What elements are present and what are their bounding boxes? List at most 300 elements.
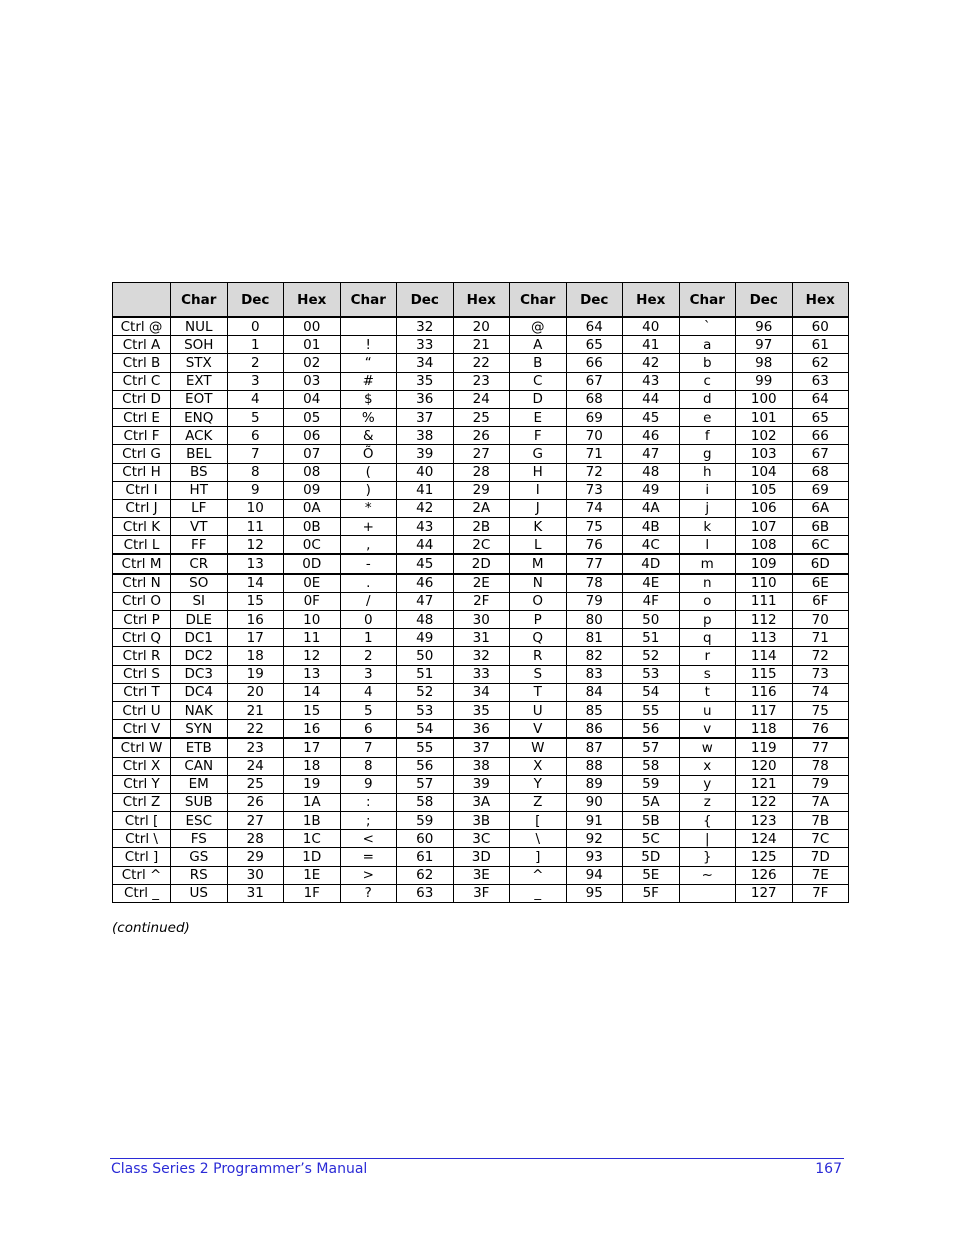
- table-cell: 3D: [453, 848, 510, 866]
- table-cell: 111: [736, 592, 793, 610]
- table-cell: 4D: [623, 554, 680, 573]
- table-cell: .: [340, 574, 397, 593]
- table-cell: 76: [566, 536, 623, 555]
- table-cell: 14: [284, 683, 341, 701]
- table-row: [113, 499, 849, 517]
- table-cell: E: [510, 408, 567, 426]
- column-header: Hex: [792, 283, 849, 318]
- table-cell: 7E: [792, 866, 849, 884]
- table-cell: 105: [736, 481, 793, 499]
- table-cell: 1F: [284, 884, 341, 902]
- table-cell: 1A: [284, 793, 341, 811]
- table-cell: 86: [566, 720, 623, 739]
- table-cell: 67: [792, 445, 849, 463]
- table-cell: SO: [171, 574, 228, 593]
- table-cell: g: [679, 445, 736, 463]
- table-cell: 35: [453, 701, 510, 719]
- table-cell: 10: [227, 499, 284, 517]
- table-cell: 1B: [284, 812, 341, 830]
- table-row: [113, 720, 849, 739]
- table-cell: k: [679, 518, 736, 536]
- table-cell: 26: [453, 427, 510, 445]
- table-cell: N: [510, 574, 567, 593]
- table-cell: 57: [397, 775, 454, 793]
- table-cell: 53: [397, 701, 454, 719]
- table-cell: o: [679, 592, 736, 610]
- table-cell: RS: [171, 866, 228, 884]
- table-cell: w: [679, 738, 736, 757]
- table-cell: 27: [453, 445, 510, 463]
- table-cell: s: [679, 665, 736, 683]
- table-cell: 5: [340, 701, 397, 719]
- table-cell: CAN: [171, 757, 228, 775]
- table-cell: Ctrl O: [113, 592, 171, 610]
- table-cell: 37: [453, 738, 510, 757]
- table-cell: Ctrl G: [113, 445, 171, 463]
- table-cell: S: [510, 665, 567, 683]
- table-cell: 68: [566, 390, 623, 408]
- table-cell: EXT: [171, 372, 228, 390]
- table-cell: 126: [736, 866, 793, 884]
- table-cell: 22: [453, 354, 510, 372]
- table-cell: 55: [623, 701, 680, 719]
- table-cell: 121: [736, 775, 793, 793]
- table-cell: GS: [171, 848, 228, 866]
- table-cell: 71: [566, 445, 623, 463]
- table-cell: 0D: [284, 554, 341, 573]
- table-cell: 48: [623, 463, 680, 481]
- table-cell: F: [510, 427, 567, 445]
- column-header: [113, 283, 171, 318]
- table-cell: 31: [453, 629, 510, 647]
- table-cell: P: [510, 611, 567, 629]
- table-cell: 63: [792, 372, 849, 390]
- table-cell: 3A: [453, 793, 510, 811]
- table-cell: Ctrl S: [113, 665, 171, 683]
- table-cell: 45: [397, 554, 454, 573]
- table-cell: Ctrl @: [113, 317, 171, 336]
- table-cell: SUB: [171, 793, 228, 811]
- table-cell: x: [679, 757, 736, 775]
- table-cell: @: [510, 317, 567, 336]
- table-row: [113, 336, 849, 354]
- table-cell: Ctrl D: [113, 390, 171, 408]
- table-cell: 33: [397, 336, 454, 354]
- table-cell: 61: [397, 848, 454, 866]
- table-cell: ,: [340, 536, 397, 555]
- table-cell: b: [679, 354, 736, 372]
- table-cell: 36: [453, 720, 510, 739]
- column-header: Dec: [566, 283, 623, 318]
- table-cell: 7: [227, 445, 284, 463]
- table-cell: 49: [623, 481, 680, 499]
- table-row: [113, 427, 849, 445]
- table-cell: 59: [623, 775, 680, 793]
- table-cell: 09: [284, 481, 341, 499]
- table-cell: 7B: [792, 812, 849, 830]
- table-cell: $: [340, 390, 397, 408]
- table-row: [113, 390, 849, 408]
- table-cell: LF: [171, 499, 228, 517]
- table-cell: 53: [623, 665, 680, 683]
- table-cell: 54: [623, 683, 680, 701]
- table-cell: f: [679, 427, 736, 445]
- table-cell: 77: [792, 738, 849, 757]
- table-cell: “: [340, 354, 397, 372]
- table-cell: 29: [227, 848, 284, 866]
- table-cell: 42: [623, 354, 680, 372]
- table-cell: DC3: [171, 665, 228, 683]
- table-cell: Ctrl P: [113, 611, 171, 629]
- table-cell: 5C: [623, 830, 680, 848]
- table-cell: 56: [397, 757, 454, 775]
- table-row: [113, 481, 849, 499]
- table-cell: 6E: [792, 574, 849, 593]
- table-cell: 55: [397, 738, 454, 757]
- table-cell: 46: [397, 574, 454, 593]
- table-cell: 4: [227, 390, 284, 408]
- table-cell: 61: [792, 336, 849, 354]
- table-cell: U: [510, 701, 567, 719]
- table-cell: 67: [566, 372, 623, 390]
- table-cell: 32: [453, 647, 510, 665]
- table-cell: %: [340, 408, 397, 426]
- table-row: [113, 354, 849, 372]
- table-cell: 6B: [792, 518, 849, 536]
- table-cell: 24: [227, 757, 284, 775]
- table-cell: W: [510, 738, 567, 757]
- table-cell: 81: [566, 629, 623, 647]
- table-cell: 65: [792, 408, 849, 426]
- table-cell: Ctrl E: [113, 408, 171, 426]
- table-cell: 56: [623, 720, 680, 739]
- table-cell: EOT: [171, 390, 228, 408]
- table-cell: 79: [792, 775, 849, 793]
- column-header: Dec: [397, 283, 454, 318]
- table-cell: 6: [340, 720, 397, 739]
- table-cell: 15: [284, 701, 341, 719]
- table-cell: 47: [623, 445, 680, 463]
- table-cell: h: [679, 463, 736, 481]
- table-cell: Ctrl Q: [113, 629, 171, 647]
- table-row: [113, 775, 849, 793]
- table-cell: DLE: [171, 611, 228, 629]
- table-cell: i: [679, 481, 736, 499]
- table-cell: 4C: [623, 536, 680, 555]
- table-cell: 38: [397, 427, 454, 445]
- table-cell: 109: [736, 554, 793, 573]
- table-cell: 2E: [453, 574, 510, 593]
- table-cell: 21: [227, 701, 284, 719]
- table-cell: 73: [792, 665, 849, 683]
- table-cell: 43: [623, 372, 680, 390]
- table-cell: C: [510, 372, 567, 390]
- table-cell: 34: [397, 354, 454, 372]
- column-header: Hex: [623, 283, 680, 318]
- table-cell: -: [340, 554, 397, 573]
- table-cell: NUL: [171, 317, 228, 336]
- table-cell: NAK: [171, 701, 228, 719]
- table-row: [113, 665, 849, 683]
- table-row: [113, 647, 849, 665]
- table-cell: 7: [340, 738, 397, 757]
- table-cell: _: [510, 884, 567, 902]
- table-cell: 63: [397, 884, 454, 902]
- table-cell: 52: [623, 647, 680, 665]
- table-cell: Ctrl U: [113, 701, 171, 719]
- table-cell: ENQ: [171, 408, 228, 426]
- table-cell: j: [679, 499, 736, 517]
- table-cell: !: [340, 336, 397, 354]
- table-cell: [340, 317, 397, 336]
- table-cell: 25: [453, 408, 510, 426]
- column-header: Char: [340, 283, 397, 318]
- column-header: Char: [171, 283, 228, 318]
- column-header: Dec: [736, 283, 793, 318]
- table-cell: 72: [566, 463, 623, 481]
- table-cell: 9: [227, 481, 284, 499]
- table-cell: V: [510, 720, 567, 739]
- table-cell: 2B: [453, 518, 510, 536]
- table-cell: 23: [453, 372, 510, 390]
- table-cell: 30: [453, 611, 510, 629]
- table-cell: 3C: [453, 830, 510, 848]
- table-cell: ]: [510, 848, 567, 866]
- table-cell: ETB: [171, 738, 228, 757]
- table-cell: 57: [623, 738, 680, 757]
- table-cell: 49: [397, 629, 454, 647]
- table-cell: Ctrl L: [113, 536, 171, 555]
- table-row: [113, 629, 849, 647]
- table-cell: 4E: [623, 574, 680, 593]
- table-cell: 19: [284, 775, 341, 793]
- table-cell: e: [679, 408, 736, 426]
- table-cell: 58: [397, 793, 454, 811]
- table-cell: 02: [284, 354, 341, 372]
- table-cell: CR: [171, 554, 228, 573]
- table-cell: 3F: [453, 884, 510, 902]
- table-cell: 70: [792, 611, 849, 629]
- table-cell: 54: [397, 720, 454, 739]
- table-cell: 7D: [792, 848, 849, 866]
- table-cell: 64: [792, 390, 849, 408]
- table-cell: STX: [171, 354, 228, 372]
- table-cell: DC2: [171, 647, 228, 665]
- table-cell: 104: [736, 463, 793, 481]
- footer-manual-title: Class Series 2 Programmer’s Manual: [111, 1161, 368, 1177]
- table-cell: y: [679, 775, 736, 793]
- table-row: [113, 518, 849, 536]
- table-cell: VT: [171, 518, 228, 536]
- table-cell: 39: [453, 775, 510, 793]
- table-cell: 50: [397, 647, 454, 665]
- table-cell: 6D: [792, 554, 849, 573]
- table-cell: 9: [340, 775, 397, 793]
- table-cell: 99: [736, 372, 793, 390]
- table-row: [113, 757, 849, 775]
- table-cell: 6: [227, 427, 284, 445]
- table-cell: 28: [227, 830, 284, 848]
- table-header-row: [113, 283, 849, 318]
- table-cell: Ctrl N: [113, 574, 171, 593]
- table-cell: 75: [792, 701, 849, 719]
- table-row: [113, 866, 849, 884]
- table-cell: 13: [227, 554, 284, 573]
- table-cell: 117: [736, 701, 793, 719]
- table-row: [113, 463, 849, 481]
- table-cell: 48: [397, 611, 454, 629]
- table-cell: 19: [227, 665, 284, 683]
- table-cell: SOH: [171, 336, 228, 354]
- table-cell: 82: [566, 647, 623, 665]
- table-row: [113, 536, 849, 555]
- table-cell: [: [510, 812, 567, 830]
- table-cell: [679, 884, 736, 902]
- table-cell: DC4: [171, 683, 228, 701]
- table-cell: 5D: [623, 848, 680, 866]
- table-cell: 33: [453, 665, 510, 683]
- table-cell: G: [510, 445, 567, 463]
- table-cell: 39: [397, 445, 454, 463]
- table-cell: R: [510, 647, 567, 665]
- table-cell: /: [340, 592, 397, 610]
- table-cell: 24: [453, 390, 510, 408]
- table-cell: 114: [736, 647, 793, 665]
- table-cell: t: [679, 683, 736, 701]
- table-cell: 17: [284, 738, 341, 757]
- table-cell: 5: [227, 408, 284, 426]
- column-header: Dec: [227, 283, 284, 318]
- table-row: [113, 793, 849, 811]
- table-cell: r: [679, 647, 736, 665]
- table-cell: 4: [340, 683, 397, 701]
- table-cell: 62: [792, 354, 849, 372]
- table-cell: ): [340, 481, 397, 499]
- table-cell: 103: [736, 445, 793, 463]
- table-cell: 116: [736, 683, 793, 701]
- table-cell: X: [510, 757, 567, 775]
- table-cell: FF: [171, 536, 228, 555]
- table-cell: 0B: [284, 518, 341, 536]
- table-cell: 110: [736, 574, 793, 593]
- table-cell: ;: [340, 812, 397, 830]
- table-cell: 7F: [792, 884, 849, 902]
- table-cell: 60: [397, 830, 454, 848]
- table-cell: 8: [227, 463, 284, 481]
- table-cell: 2C: [453, 536, 510, 555]
- table-cell: 83: [566, 665, 623, 683]
- column-header: Hex: [284, 283, 341, 318]
- table-cell: 5A: [623, 793, 680, 811]
- table-cell: 44: [397, 536, 454, 555]
- table-cell: 32: [397, 317, 454, 336]
- table-cell: 40: [397, 463, 454, 481]
- table-cell: Ctrl ]: [113, 848, 171, 866]
- table-cell: 0F: [284, 592, 341, 610]
- table-cell: 107: [736, 518, 793, 536]
- table-cell: I: [510, 481, 567, 499]
- table-cell: 94: [566, 866, 623, 884]
- table-row: [113, 683, 849, 701]
- table-cell: 62: [397, 866, 454, 884]
- table-cell: Ctrl Z: [113, 793, 171, 811]
- column-header: Hex: [453, 283, 510, 318]
- table-cell: Ctrl Y: [113, 775, 171, 793]
- table-cell: Ctrl H: [113, 463, 171, 481]
- table-cell: 59: [397, 812, 454, 830]
- table-cell: 18: [227, 647, 284, 665]
- table-cell: 41: [397, 481, 454, 499]
- table-cell: 89: [566, 775, 623, 793]
- table-cell: 34: [453, 683, 510, 701]
- column-header: Char: [679, 283, 736, 318]
- table-cell: 2A: [453, 499, 510, 517]
- table-cell: 93: [566, 848, 623, 866]
- table-cell: 01: [284, 336, 341, 354]
- table-row: [113, 884, 849, 902]
- table-cell: u: [679, 701, 736, 719]
- table-cell: 31: [227, 884, 284, 902]
- table-cell: 91: [566, 812, 623, 830]
- table-cell: HT: [171, 481, 228, 499]
- table-cell: 51: [623, 629, 680, 647]
- table-cell: 0: [340, 611, 397, 629]
- table-cell: 123: [736, 812, 793, 830]
- table-cell: A: [510, 336, 567, 354]
- table-cell: 26: [227, 793, 284, 811]
- table-cell: 92: [566, 830, 623, 848]
- table-cell: 46: [623, 427, 680, 445]
- table-cell: 37: [397, 408, 454, 426]
- table-row: [113, 701, 849, 719]
- table-cell: ?: [340, 884, 397, 902]
- table-cell: 44: [623, 390, 680, 408]
- table-cell: 10: [284, 611, 341, 629]
- table-cell: Ctrl J: [113, 499, 171, 517]
- table-row: [113, 592, 849, 610]
- table-cell: 78: [792, 757, 849, 775]
- table-cell: 90: [566, 793, 623, 811]
- table-cell: 101: [736, 408, 793, 426]
- table-cell: 120: [736, 757, 793, 775]
- table-body: [113, 317, 849, 903]
- table-cell: 124: [736, 830, 793, 848]
- table-cell: 03: [284, 372, 341, 390]
- table-cell: FS: [171, 830, 228, 848]
- table-cell: 118: [736, 720, 793, 739]
- table-cell: 80: [566, 611, 623, 629]
- table-cell: Ctrl A: [113, 336, 171, 354]
- table-cell: 40: [623, 317, 680, 336]
- table-cell: Ctrl K: [113, 518, 171, 536]
- table-cell: `: [679, 317, 736, 336]
- table-cell: 85: [566, 701, 623, 719]
- table-cell: 8: [340, 757, 397, 775]
- table-cell: }: [679, 848, 736, 866]
- table-cell: ^: [510, 866, 567, 884]
- table-cell: SYN: [171, 720, 228, 739]
- table-cell: d: [679, 390, 736, 408]
- table-cell: 65: [566, 336, 623, 354]
- table-cell: 127: [736, 884, 793, 902]
- table-cell: 27: [227, 812, 284, 830]
- table-cell: {: [679, 812, 736, 830]
- table-cell: 08: [284, 463, 341, 481]
- table-cell: (: [340, 463, 397, 481]
- table-cell: BEL: [171, 445, 228, 463]
- table-cell: 4A: [623, 499, 680, 517]
- table-cell: 50: [623, 611, 680, 629]
